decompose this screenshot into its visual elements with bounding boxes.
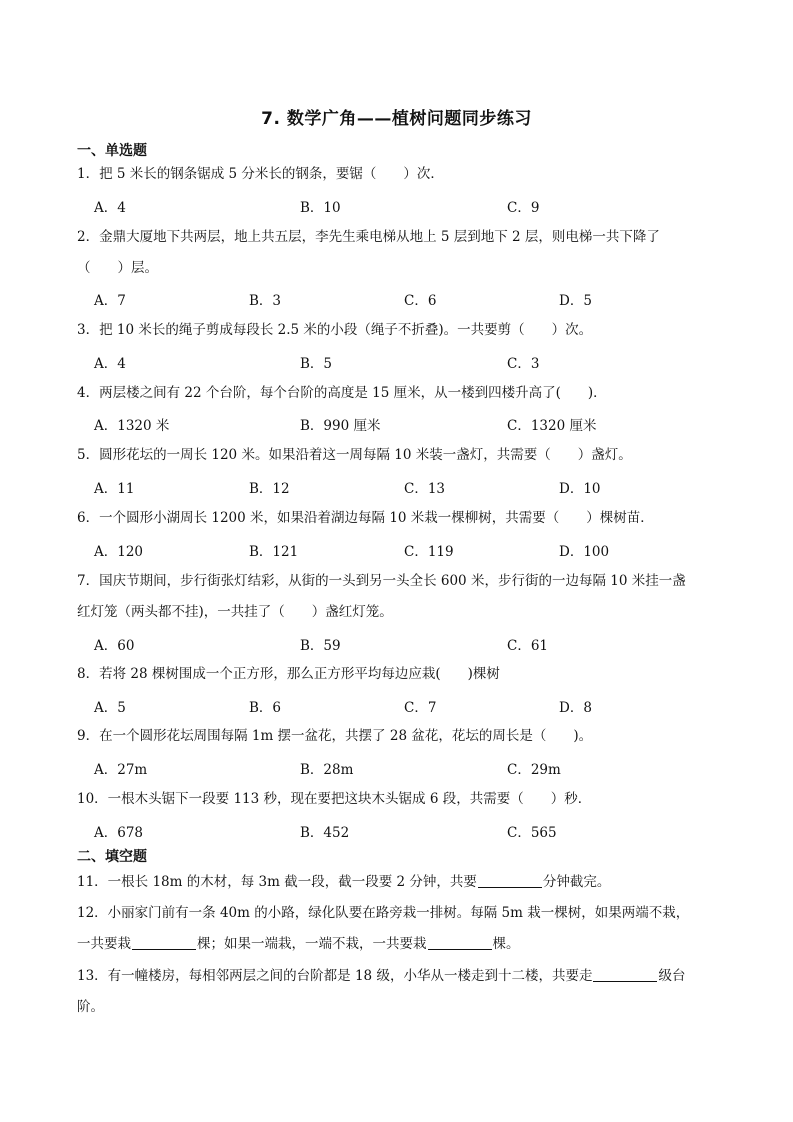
question-13-line-1 <box>77 966 727 986</box>
question-2-line-2: （ ）层。 <box>77 260 158 276</box>
question-8: 8．若将 28 棵树围成一个正方形，那么正方形平均每边应栽( )棵树 <box>77 666 500 682</box>
question-3: 3．把 10 米长的绳子剪成每段长 2.5 米的小段（绳子不折叠)。一共要剪（ ）次。 <box>77 322 593 338</box>
question-12-text-c: 棵。 <box>492 936 520 952</box>
section-heading-fill-blank: 二、填空题 <box>77 849 147 865</box>
option-a[interactable]: A．4 <box>94 356 126 372</box>
question-8-options <box>94 696 734 716</box>
option-c[interactable]: C．3 <box>507 356 540 372</box>
question-11-text-a: 11．一根长 18m 的木材，每 3m 截一段，截一段要 2 分钟，共要 <box>77 874 477 890</box>
question-2-options <box>94 289 734 309</box>
question-12-line-1: 12．小丽家门前有一条 40m 的小路，绿化队要在路旁栽一排树。每隔 5m 栽一棵树，如果两端不栽， <box>77 905 690 921</box>
option-d[interactable]: D．8 <box>559 700 592 716</box>
option-c[interactable]: C．9 <box>507 200 540 216</box>
question-12-text-b: 棵；如果一端栽，一端不栽，一共要栽 <box>197 936 427 952</box>
question-7-line-2: 红灯笼（两头都不挂)，一共挂了（ ）盏红灯笼。 <box>77 604 393 620</box>
question-13-text-a: 13．有一幢楼房，每相邻两层之间的台阶都是 18 级，小华从一楼走到十二楼，共要走 <box>77 968 593 984</box>
question-13-line-2: 阶。 <box>77 999 104 1015</box>
option-a[interactable]: A．60 <box>94 638 135 654</box>
page-title: 7. 数学广角——植树问题同步练习 <box>261 109 532 129</box>
option-a[interactable]: A．4 <box>94 200 126 216</box>
question-7-options <box>94 634 734 654</box>
option-c[interactable]: C．6 <box>404 293 437 309</box>
question-4-options <box>94 414 734 434</box>
question-11 <box>77 872 727 892</box>
answer-blank-12b[interactable] <box>428 935 492 950</box>
option-b[interactable]: B．10 <box>300 200 341 216</box>
question-7-line-1: 7．国庆节期间，步行街张灯结彩，从街的一头到另一头全长 600 米，步行街的一边每隔 10 米挂一盏 <box>77 573 686 589</box>
option-a[interactable]: A．11 <box>94 481 135 497</box>
question-5-options <box>94 477 734 497</box>
option-b[interactable]: B．28m <box>300 762 354 778</box>
question-6-options <box>94 540 734 560</box>
question-9: 9．在一个圆形花坛周围每隔 1m 摆一盆花，共摆了 28 盆花，花坛的周长是（ )。 <box>77 728 593 744</box>
answer-blank-13[interactable] <box>593 967 657 982</box>
option-a[interactable]: A．27m <box>94 762 148 778</box>
option-a[interactable]: A．120 <box>94 544 144 560</box>
option-d[interactable]: D．100 <box>559 544 610 560</box>
option-a[interactable]: A．678 <box>94 825 144 841</box>
option-a[interactable]: A．5 <box>94 700 126 716</box>
option-b[interactable]: B．452 <box>300 825 350 841</box>
question-6: 6．一个圆形小湖周长 1200 米，如果沿着湖边每隔 10 米栽一棵柳树，共需要（ ）棵树苗． <box>77 510 654 526</box>
question-10: 10．一根木头锯下一段要 113 秒，现在要把这块木头锯成 6 段，共需要（ ）秒． <box>77 791 592 807</box>
option-c[interactable]: C．1320 厘米 <box>507 418 597 434</box>
option-b[interactable]: B．59 <box>300 638 341 654</box>
question-4: 4．两层楼之间有 22 个台阶，每个台阶的高度是 15 厘米，从一楼到四楼升高了( )． <box>77 385 607 401</box>
question-1: 1．把 5 米长的钢条锯成 5 分米长的钢条，要锯（ ）次． <box>77 166 444 182</box>
option-a[interactable]: A．7 <box>94 293 126 309</box>
question-10-options <box>94 821 734 841</box>
question-12-line-2 <box>77 934 727 954</box>
answer-blank-12a[interactable] <box>132 935 196 950</box>
question-5: 5．圆形花坛的一周长 120 米。如果沿着这一周每隔 10 米装一盏灯，共需要（ ）盏灯。 <box>77 447 632 463</box>
question-2-line-1: 2．金鼎大厦地下共两层，地上共五层，李先生乘电梯从地上 5 层到地下 2 层，则电梯一共下降了 <box>77 229 660 245</box>
answer-blank-11[interactable] <box>478 873 542 888</box>
option-d[interactable]: D．10 <box>559 481 601 497</box>
option-c[interactable]: C．119 <box>404 544 454 560</box>
option-b[interactable]: B．5 <box>300 356 333 372</box>
question-11-text-b: 分钟截完。 <box>542 874 611 890</box>
option-c[interactable]: C．61 <box>507 638 549 654</box>
question-9-options <box>94 758 734 778</box>
question-13-text-b: 级台 <box>658 968 686 984</box>
option-a[interactable]: A．1320 米 <box>94 418 170 434</box>
option-c[interactable]: C．565 <box>507 825 557 841</box>
option-c[interactable]: C．29m <box>507 762 561 778</box>
option-b[interactable]: B．121 <box>249 544 299 560</box>
option-c[interactable]: C．13 <box>404 481 446 497</box>
option-c[interactable]: C．7 <box>404 700 437 716</box>
option-b[interactable]: B．12 <box>249 481 290 497</box>
option-d[interactable]: D．5 <box>559 293 592 309</box>
question-1-options <box>94 196 734 216</box>
section-heading-single-choice: 一、单选题 <box>77 143 147 159</box>
question-3-options <box>94 352 734 372</box>
question-12-text-a: 一共要栽 <box>77 936 131 952</box>
option-b[interactable]: B．6 <box>249 700 282 716</box>
option-b[interactable]: B．3 <box>249 293 282 309</box>
option-b[interactable]: B．990 厘米 <box>300 418 381 434</box>
